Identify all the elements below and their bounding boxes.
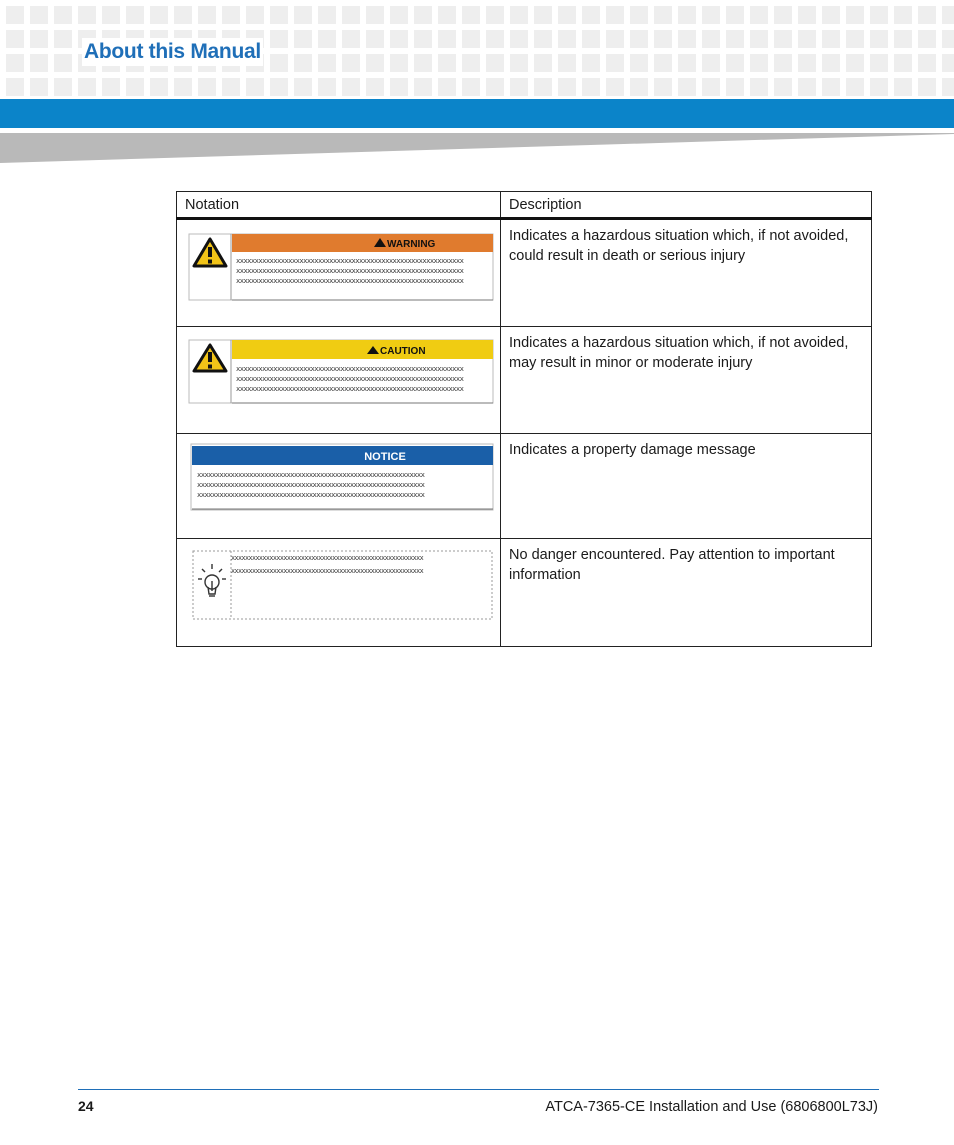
- column-header-notation: Notation: [177, 192, 501, 219]
- notation-cell: [177, 327, 501, 434]
- sample-text-line: xxxxxxxxxxxxxxxxxxxxxxxxxxxxxxxxxxxxxxxxxxxxxxxxxxxxxxxxxxxxx: [197, 480, 425, 489]
- info-notation-sample: [177, 539, 501, 642]
- sample-text-line: xxxxxxxxxxxxxxxxxxxxxxxxxxxxxxxxxxxxxxxxxxxxxxxxxxxxxxxxxxxxx: [236, 384, 464, 393]
- table-row: [177, 219, 872, 327]
- caution-label: CAUTION: [380, 346, 426, 357]
- header-blue-bar: [0, 99, 954, 128]
- caution-notation-sample: [177, 327, 501, 429]
- description-cell: No danger encountered. Pay attention to important information: [501, 539, 872, 647]
- column-header-description: Description: [501, 192, 872, 219]
- document-title: ATCA-7365-CE Installation and Use (6806800L73J): [545, 1099, 878, 1115]
- page-number: 24: [78, 1098, 94, 1114]
- sample-text-line: xxxxxxxxxxxxxxxxxxxxxxxxxxxxxxxxxxxxxxxxxxxxxxxxxxxxxxxxxxxxx: [197, 490, 425, 499]
- warning-label: WARNING: [387, 239, 436, 250]
- notation-cell: [177, 219, 501, 327]
- sample-text-line: xxxxxxxxxxxxxxxxxxxxxxxxxxxxxxxxxxxxxxxxxxxxxxxxxxxxxxx: [231, 554, 424, 562]
- warning-notation-sample: [177, 220, 501, 322]
- footer-divider: [78, 1089, 879, 1090]
- description-cell: Indicates a property damage message: [501, 434, 872, 539]
- sample-text-line: xxxxxxxxxxxxxxxxxxxxxxxxxxxxxxxxxxxxxxxxxxxxxxxxxxxxxxxxxxxxx: [197, 470, 425, 479]
- sample-text-line: xxxxxxxxxxxxxxxxxxxxxxxxxxxxxxxxxxxxxxxxxxxxxxxxxxxxxxxxxxxxx: [236, 364, 464, 373]
- table-row: [177, 434, 872, 539]
- sample-text-line: xxxxxxxxxxxxxxxxxxxxxxxxxxxxxxxxxxxxxxxxxxxxxxxxxxxxxxxxxxxxx: [236, 256, 464, 265]
- sample-text-line: xxxxxxxxxxxxxxxxxxxxxxxxxxxxxxxxxxxxxxxxxxxxxxxxxxxxxxx: [231, 567, 424, 575]
- notice-notation-sample: [177, 434, 501, 534]
- header-grey-swoosh: [0, 133, 954, 163]
- sample-text-line: xxxxxxxxxxxxxxxxxxxxxxxxxxxxxxxxxxxxxxxxxxxxxxxxxxxxxxxxxxxxx: [236, 276, 464, 285]
- sample-text-line: xxxxxxxxxxxxxxxxxxxxxxxxxxxxxxxxxxxxxxxxxxxxxxxxxxxxxxxxxxxxx: [236, 374, 464, 383]
- description-cell: Indicates a hazardous situation which, if not avoided, could result in death or serious injury: [501, 219, 872, 327]
- page-title: About this Manual: [82, 38, 263, 66]
- caution-banner: [232, 340, 493, 359]
- description-cell: Indicates a hazardous situation which, if not avoided, may result in minor or moderate injury: [501, 327, 872, 434]
- notice-label: NOTICE: [364, 451, 406, 463]
- sample-text-line: xxxxxxxxxxxxxxxxxxxxxxxxxxxxxxxxxxxxxxxxxxxxxxxxxxxxxxxxxxxxx: [236, 266, 464, 275]
- warning-banner: [232, 234, 493, 252]
- notation-cell: [177, 434, 501, 539]
- table-row: [177, 539, 872, 647]
- notation-cell: [177, 539, 501, 647]
- table-row: [177, 327, 872, 434]
- notation-table: [176, 191, 872, 647]
- notice-banner: [192, 446, 493, 465]
